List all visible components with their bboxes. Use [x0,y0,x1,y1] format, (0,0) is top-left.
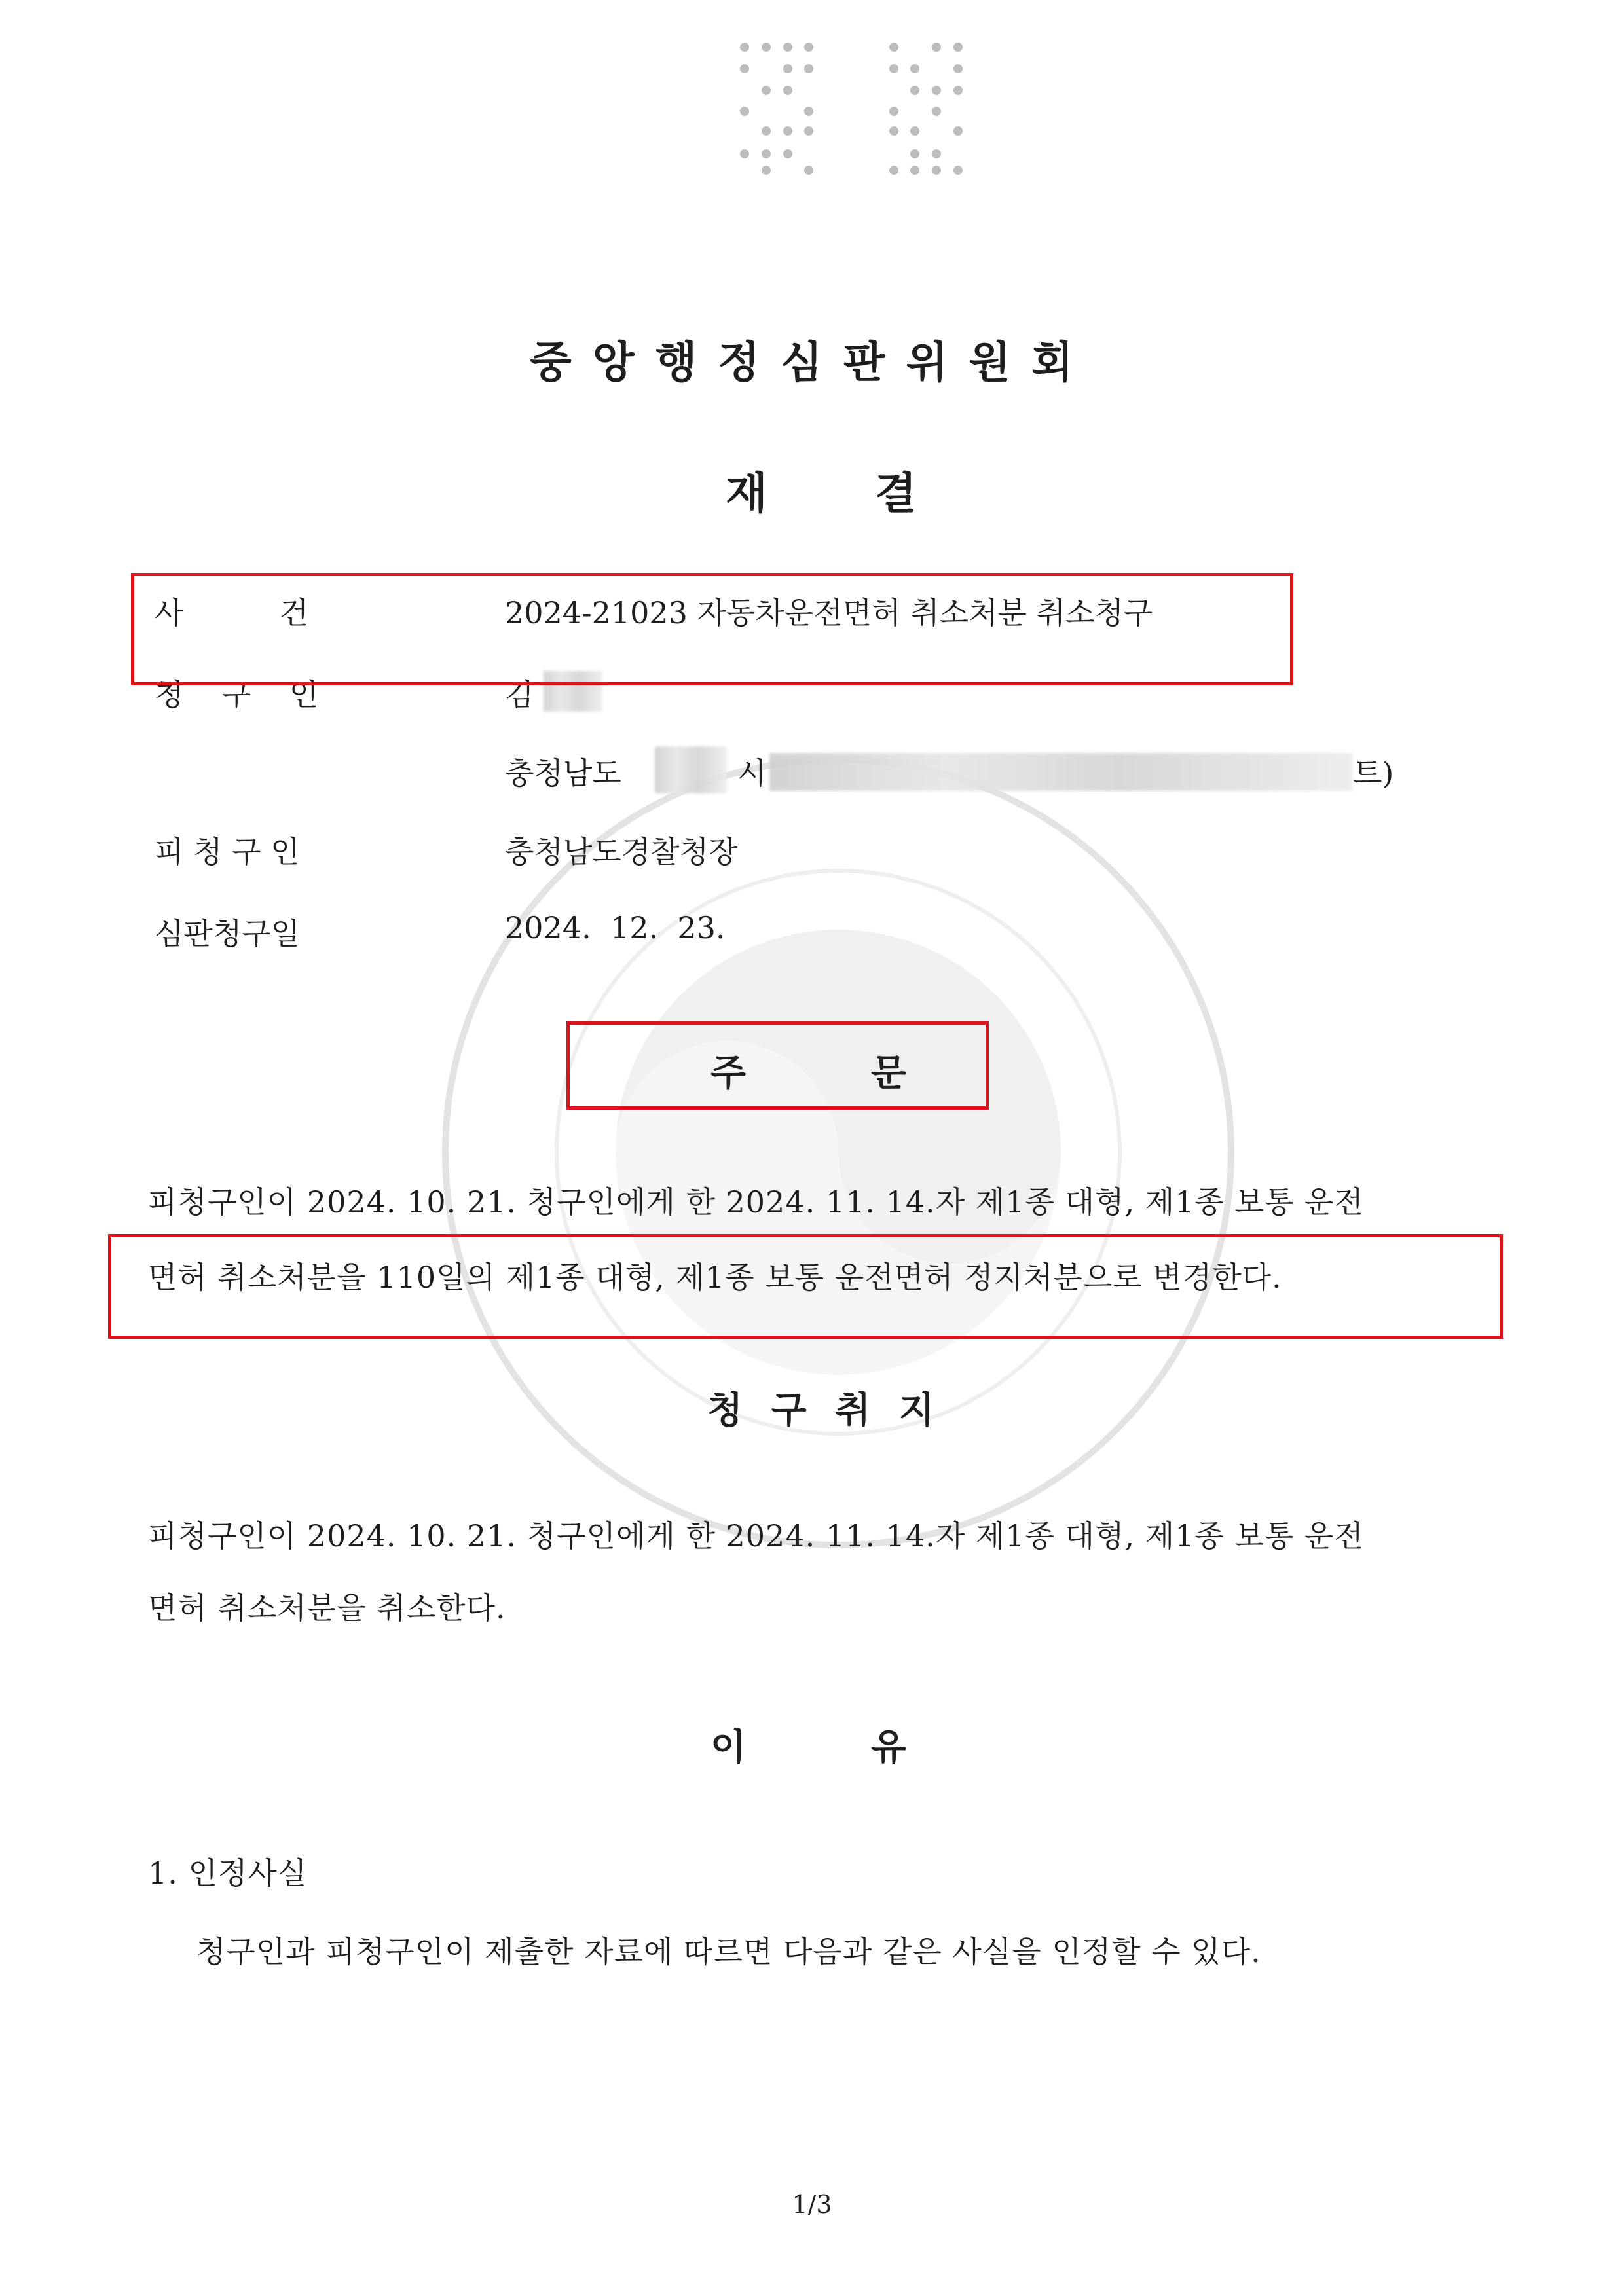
respondent-label: 피 청 구 인 [155,834,300,869]
address-mid: 시 [737,756,767,791]
address-end: 트) [1353,756,1394,791]
case-label: 사 건 [155,595,309,630]
claimant-label: 청 구 인 [155,677,319,712]
subsection-1-heading: 1. 인정사실 [148,1855,308,1891]
document-title-char-1: 재 [726,467,767,519]
page-number: 1/3 [792,2190,832,2219]
order-text-line-2: 면허 취소처분을 110일의 제1종 대형, 제1종 보통 운전면허 정지처분으로 변경한다. [148,1260,1282,1295]
order-title-highlight-box [566,1021,989,1110]
address-start: 충청남도 [505,756,621,791]
date-label: 심판청구일 [155,916,301,951]
document-barcode-dots [737,39,986,177]
order-title-char-2: 문 [871,1051,907,1095]
address-redaction-1 [655,746,727,793]
reason-title-char-2: 유 [871,1726,907,1769]
claim-title: 청 구 취 지 [707,1389,942,1432]
order-result-highlight-box [108,1234,1503,1339]
order-title-char-1: 주 [710,1051,747,1095]
claimant-value: 김 [505,677,534,712]
document-title-char-2: 결 [875,467,917,519]
case-highlight-box [131,573,1293,685]
claim-text-line-2: 면허 취소처분을 취소한다. [148,1590,506,1626]
case-value: 2024-21023 자동차운전면허 취소처분 취소청구 [505,595,1153,630]
date-value: 2024. 12. 23. [505,910,726,945]
claim-text-line-1: 피청구인이 2024. 10. 21. 청구인에게 한 2024. 11. 14.자 제1종 대형, 제1종 보통 운전 [148,1518,1364,1554]
subsection-1-text: 청구인과 피청구인이 제출한 자료에 따르면 다음과 같은 사실을 인정할 수 있다. [196,1934,1261,1969]
respondent-value: 충청남도경찰청장 [505,834,738,869]
organization-title: 중앙행정심판위원회 [530,337,1094,388]
order-text-line-1: 피청구인이 2024. 10. 21. 청구인에게 한 2024. 11. 14.자 제1종 대형, 제1종 보통 운전 [148,1184,1364,1220]
reason-title-char-1: 이 [710,1726,747,1769]
address-redaction-2 [769,753,1352,791]
